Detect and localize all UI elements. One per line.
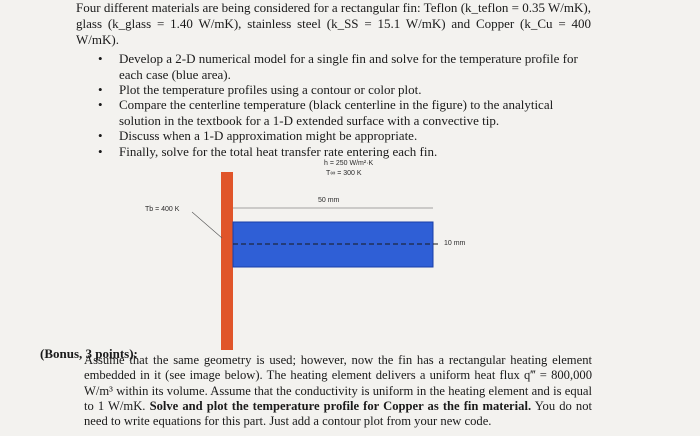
intro-paragraph: Four different materials are being considered for a rectangular fin: Teflon (k_teflon = 0.35 W/mK), glass (k_glass = 1.40 W/mK), stainless steel (k_SS = 15.1 W/mK) and Copper (k_Cu = 400 W/mK).	[76, 0, 592, 47]
bonus-heading: (Bonus, 3 points):	[40, 346, 138, 361]
teflon-k: k_teflon = 0.35 W/mK	[465, 0, 584, 15]
ambient-temperature-label: T∞ = 300 K	[326, 170, 362, 177]
fin-thickness-label: 10 mm	[444, 240, 466, 247]
base-temperature-label: Tb = 400 K	[145, 206, 180, 213]
bonus-text-end: You do not need to write equations for this part. Just add a contour plot from your new code.	[84, 398, 592, 429]
bullet-item: Discuss when a 1-D approximation might be appropriate.	[119, 128, 418, 143]
tb-leader-line	[192, 212, 222, 238]
bonus-bold-text: Solve and plot the temperature profile for Copper as the fin material.	[149, 398, 532, 413]
bullet-item: Develop a 2-D numerical model for a single fin and solve for the temperature profile for each case (blue area).	[119, 51, 578, 82]
fin-length-label: 50 mm	[318, 197, 340, 204]
bullet-item: Compare the centerline temperature (black centerline in the figure) to the analytical solution in the textbook for a 1-D extended surface with a convective tip.	[119, 97, 554, 128]
convection-coefficient-label: h = 250 W/m²·K	[324, 160, 374, 167]
bullet-dot: •	[98, 144, 103, 159]
bullet-dot: •	[98, 51, 103, 66]
steel-k: stainless steel (k_SS = 15.1 W/mK)	[247, 16, 446, 31]
bullet-item: Finally, solve for the total heat transfer rate entering each fin.	[119, 144, 438, 159]
copper-k: Copper (k_Cu = 400 W/mK)	[76, 16, 592, 47]
bullet-item: Plot the temperature profiles using a contour or color plot.	[119, 82, 422, 97]
base-wall	[221, 172, 233, 350]
bullet-dot: •	[98, 82, 103, 97]
bullet-dot: •	[98, 128, 103, 143]
intro-prefix: Four different materials are being considered for a rectangular fin: Teflon (	[76, 0, 466, 15]
glass-k: glass (k_glass = 1.40 W/mK)	[76, 16, 239, 31]
bonus-text: Assume that the same geometry is used; however, now the fin has a rectangular heating element embedded in it (see image below). The heating element delivers a uniform heat flux q‴ = 800,000 W/m³ within its volume. Assume that the conductivity is uniform in the heating element and is equal to 1 W/mK.	[84, 353, 592, 413]
bullet-dot: •	[98, 97, 103, 112]
bonus-paragraph	[84, 353, 592, 429]
